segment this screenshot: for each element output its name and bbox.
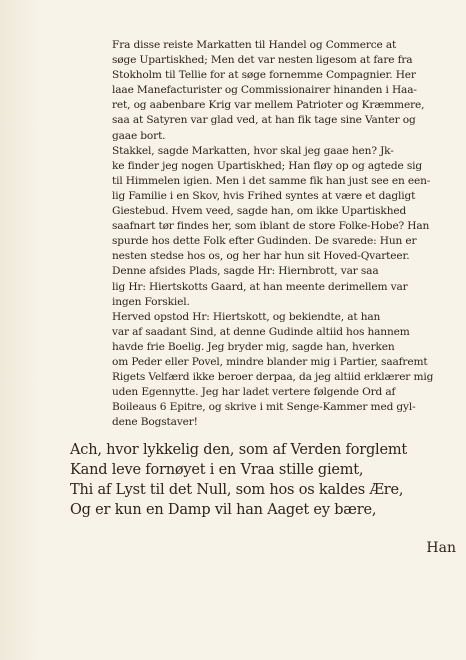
text-line: nesten stedse hos os, og her har hun sit Hoved-Qvarteer. (112, 250, 410, 263)
text-line: Stakkel, sagde Markatten, hvor skal jeg gaae hen? Jk- (112, 144, 394, 157)
paragraph-4 (70, 310, 458, 431)
book-gutter-shadow (0, 0, 38, 660)
text-line: Herved opstod Hr: Hiertskott, og bekiendte, at han (112, 310, 381, 323)
text-line: saafnart tør findes her, som iblant de store Folke-Hobe? Han (112, 220, 430, 233)
text-line: søge Upartiskhed; Men det var nesten ligesom at fare fra (112, 54, 413, 67)
text-line: Stokholm til Tellie for at søge fornemme Compagnier. Her (112, 69, 416, 82)
text-line: Giestebud. Hvem veed, sagde han, om ikke Upartiskhed (112, 205, 407, 218)
text-line: lig Hr: Hiertskotts Gaard, at han meente derimellem var (112, 280, 408, 293)
text-line: gaae bort. (112, 129, 166, 142)
text-line: ke finder jeg nogen Upartiskhed; Han fløy op og agtede sig (112, 159, 423, 172)
paragraph-1 (70, 38, 458, 144)
text-line: var af saadant Sind, at denne Gudinde altiid hos hannem (112, 325, 410, 338)
text-line: ret, og aabenbare Krig var mellem Patrioter og Kræmmere, (112, 99, 425, 112)
text-line: Denne afsides Plads, sagde Hr: Hiernbrott, var saa (112, 265, 379, 278)
text-line: spurde hos dette Folk efter Gudinden. De svarede: Hun er (112, 235, 417, 248)
text-line: Rigets Velfærd ikke beroer derpaa, da jeg altiid erklærer mig (112, 371, 434, 384)
paragraph-2 (70, 144, 458, 265)
verse-block (70, 440, 458, 520)
text-line: til Himmelen igien. Men i det samme fik han just see en een- (112, 174, 431, 187)
text-line: saa at Satyren var glad ved, at han fik tage sine Vanter og (112, 114, 416, 127)
verse-line: Thi af Lyst til det Null, som hos os kaldes Ære, (70, 482, 404, 499)
text-line: laae Manefacturister og Commissionairer hinanden i Haa- (112, 84, 417, 97)
text-line: Fra disse reiste Markatten til Handel og Commerce at (112, 39, 397, 51)
text-line: dene Bogstaver! (112, 416, 198, 429)
text-line: Boileaus 6 Epitre, og skrive i mit Senge-Kammer med gyl- (112, 401, 416, 414)
text-line: havde frie Boelig. Jeg bryder mig, sagde han, hverken (112, 340, 395, 353)
verse-line: Ach, hvor lykkelig den, som af Verden forglemt (70, 442, 408, 459)
text-line: lig Familie i en Skov, hvis Frihed syntes at være et dagligt (112, 189, 416, 202)
catchword: Han (426, 540, 456, 556)
verse-line: Og er kun en Damp vil han Aaget ey bære, (70, 502, 377, 519)
text-line: ingen Forskiel. (112, 295, 190, 308)
verse-line: Kand leve fornøyet i en Vraa stille giemt, (70, 462, 364, 479)
text-line: uden Egennytte. Jeg har ladet vertere følgende Ord af (112, 386, 396, 399)
page-text (70, 38, 458, 520)
text-line: om Peder eller Povel, mindre blander mig i Partier, saafremt (112, 355, 428, 368)
paragraph-3 (70, 264, 458, 309)
